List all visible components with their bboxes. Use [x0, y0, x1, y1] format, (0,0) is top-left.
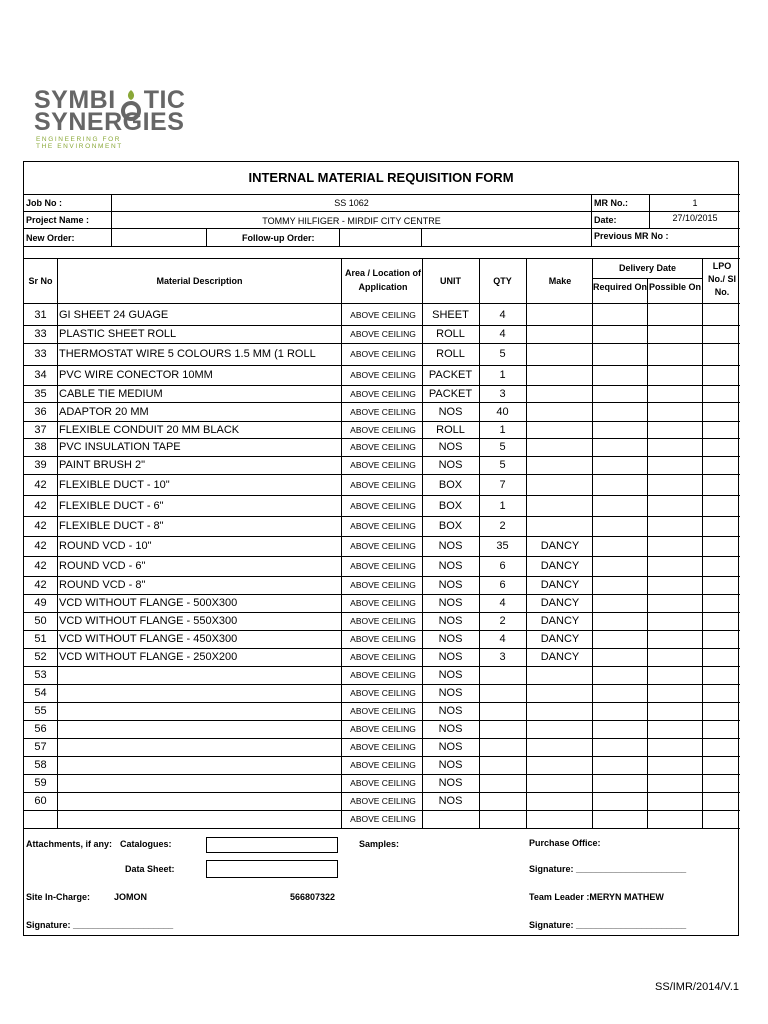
cell-qty[interactable]: 5: [499, 441, 506, 453]
cell-desc[interactable]: FLEXIBLE DUCT - 8": [59, 520, 164, 532]
purchase-office-label: Purchase Office:: [529, 838, 601, 848]
cell-sr[interactable]: 42: [34, 560, 47, 572]
cell-make[interactable]: DANCY: [540, 597, 580, 609]
cell-desc[interactable]: FLEXIBLE DUCT - 10": [59, 478, 170, 491]
cell-unit[interactable]: NOS: [438, 441, 463, 453]
cell-desc[interactable]: VCD WITHOUT FLANGE - 500X300: [59, 597, 238, 609]
cell-make[interactable]: DANCY: [540, 651, 580, 663]
cell-unit[interactable]: SHEET: [432, 308, 469, 321]
cell-sr[interactable]: 42: [34, 499, 47, 512]
cell-area[interactable]: ABOVE CEILING: [350, 406, 416, 417]
cell-sr[interactable]: 54: [34, 687, 47, 699]
row-divider: [24, 576, 740, 577]
cell-desc[interactable]: FLEXIBLE CONDUIT 20 MM BLACK: [59, 423, 240, 436]
cell-unit[interactable]: NOS: [438, 741, 463, 753]
row-divider: [24, 438, 740, 439]
cell-qty[interactable]: 6: [499, 560, 506, 572]
cell-area[interactable]: ABOVE CEILING: [350, 778, 416, 788]
cell-sr[interactable]: 36: [34, 405, 47, 418]
cell-area[interactable]: ABOVE CEILING: [350, 424, 416, 435]
row-divider: [24, 612, 740, 613]
cell-area[interactable]: ABOVE CEILING: [350, 652, 416, 662]
cell-unit[interactable]: BOX: [438, 478, 463, 491]
divider: [24, 246, 740, 247]
divider: [341, 258, 342, 828]
cell-unit[interactable]: NOS: [438, 405, 463, 418]
new-order-label: New Order:: [26, 233, 75, 243]
cell-desc[interactable]: PVC WIRE CONECTOR 10MM: [59, 369, 213, 381]
cell-desc[interactable]: PVC INSULATION TAPE: [59, 441, 181, 453]
cell-sr[interactable]: 55: [34, 705, 47, 717]
cell-unit[interactable]: PACKET: [428, 369, 473, 381]
site-signature: Signature: ____________________: [26, 920, 174, 930]
cell-area[interactable]: ABOVE CEILING: [350, 349, 416, 359]
cell-qty[interactable]: 4: [499, 597, 506, 609]
cell-area[interactable]: ABOVE CEILING: [350, 670, 416, 680]
cell-sr[interactable]: 49: [34, 597, 47, 609]
cell-sr[interactable]: 37: [34, 423, 47, 436]
cell-qty[interactable]: 4: [499, 633, 506, 645]
cell-desc[interactable]: ROUND VCD - 8": [59, 579, 146, 591]
cell-sr[interactable]: 50: [34, 615, 47, 627]
divider: [526, 258, 527, 828]
cell-desc[interactable]: FLEXIBLE DUCT - 6": [59, 499, 164, 512]
cell-qty[interactable]: 2: [499, 520, 506, 532]
project-name-value[interactable]: TOMMY HILFIGER - MIRDIF CITY CENTRE: [262, 216, 441, 226]
cell-desc[interactable]: VCD WITHOUT FLANGE - 250X200: [59, 651, 238, 663]
row-divider: [24, 666, 740, 667]
cell-area[interactable]: ABOVE CEILING: [350, 688, 416, 698]
cell-unit[interactable]: NOS: [438, 459, 463, 471]
cell-make[interactable]: DANCY: [540, 615, 580, 627]
cell-unit[interactable]: PACKET: [428, 387, 473, 400]
cell-qty[interactable]: 1: [499, 369, 506, 381]
cell-sr[interactable]: 60: [34, 795, 47, 807]
samples-label: Samples:: [359, 839, 400, 849]
cell-qty[interactable]: 3: [499, 387, 506, 400]
cell-unit[interactable]: BOX: [438, 499, 463, 512]
cell-unit[interactable]: ROLL: [436, 423, 465, 436]
cell-area[interactable]: ABOVE CEILING: [350, 760, 416, 770]
date-label: Date:: [594, 215, 617, 225]
team-leader-signature: Signature: ______________________: [529, 920, 687, 930]
followup-order-label: Follow-up Order:: [242, 233, 315, 243]
cell-area[interactable]: ABOVE CEILING: [350, 742, 416, 752]
cell-make[interactable]: DANCY: [540, 560, 580, 572]
divider: [702, 258, 703, 828]
logo-text-line1: SYMBI TIC: [34, 86, 186, 114]
cell-area[interactable]: ABOVE CEILING: [350, 541, 416, 551]
divider: [24, 194, 740, 195]
header-unit: UNIT: [440, 276, 461, 286]
cell-area[interactable]: ABOVE CEILING: [350, 370, 416, 380]
row-divider: [24, 702, 740, 703]
cell-area[interactable]: ABOVE CEILING: [350, 521, 416, 531]
cell-unit[interactable]: NOS: [438, 705, 463, 717]
cell-sr[interactable]: 33: [34, 348, 47, 360]
catalogues-label: Catalogues:: [120, 839, 172, 849]
row-divider: [24, 556, 740, 557]
row-divider: [24, 594, 740, 595]
row-divider: [24, 720, 740, 721]
cell-area[interactable]: ABOVE CEILING: [350, 460, 416, 470]
cell-qty[interactable]: 40: [496, 405, 509, 418]
job-no-value[interactable]: SS 1062: [334, 198, 369, 208]
cell-make[interactable]: DANCY: [540, 540, 580, 552]
cell-unit[interactable]: NOS: [438, 795, 463, 807]
mr-no-label: MR No.:: [594, 198, 628, 208]
site-incharge-label: Site In-Charge:: [26, 892, 91, 902]
cell-unit[interactable]: NOS: [438, 759, 463, 771]
job-no-label: Job No :: [26, 198, 62, 208]
divider: [24, 258, 740, 259]
cell-sr[interactable]: 34: [34, 369, 47, 381]
cell-sr[interactable]: 42: [34, 478, 47, 491]
row-divider: [24, 474, 740, 475]
cell-desc[interactable]: ROUND VCD - 10": [59, 540, 152, 552]
divider: [206, 228, 207, 246]
row-divider: [24, 792, 740, 793]
cell-sr[interactable]: 33: [34, 328, 47, 340]
row-divider: [24, 495, 740, 496]
cell-sr[interactable]: 58: [34, 759, 47, 771]
divider: [339, 228, 340, 246]
row-divider: [24, 630, 740, 631]
logo-text-line2: SYNERGIES: [34, 108, 185, 136]
cell-unit[interactable]: NOS: [438, 560, 463, 572]
header-required-on: Required On: [593, 282, 647, 292]
cell-qty[interactable]: 5: [499, 348, 506, 360]
cell-area[interactable]: ABOVE CEILING: [350, 706, 416, 716]
divider: [24, 228, 740, 229]
cell-qty[interactable]: 4: [499, 308, 506, 321]
cell-sr[interactable]: 57: [34, 741, 47, 753]
cell-unit[interactable]: NOS: [438, 615, 463, 627]
divider: [24, 303, 740, 304]
cell-desc[interactable]: VCD WITHOUT FLANGE - 550X300: [59, 615, 238, 627]
divider: [647, 278, 648, 828]
row-divider: [24, 536, 740, 537]
cell-sr[interactable]: 52: [34, 651, 47, 663]
cell-desc[interactable]: CABLE TIE MEDIUM: [59, 387, 163, 400]
team-leader: Team Leader :MERYN MATHEW: [529, 892, 664, 902]
cell-area[interactable]: ABOVE CEILING: [350, 329, 416, 339]
data-sheet-label: Data Sheet:: [125, 864, 175, 874]
purchase-signature: Signature: ______________________: [529, 864, 687, 874]
cell-qty[interactable]: 7: [499, 478, 506, 491]
data-sheet-input[interactable]: [206, 860, 338, 878]
cell-area[interactable]: ABOVE CEILING: [350, 479, 416, 490]
cell-unit[interactable]: NOS: [438, 633, 463, 645]
cell-area[interactable]: ABOVE CEILING: [350, 724, 416, 734]
requisition-form: [23, 161, 739, 936]
cell-qty[interactable]: 3: [499, 651, 506, 663]
cell-unit[interactable]: NOS: [438, 579, 463, 591]
cell-sr[interactable]: 38: [34, 441, 47, 453]
mr-no-value[interactable]: 1: [692, 198, 698, 208]
cell-sr[interactable]: 42: [34, 579, 47, 591]
divider: [24, 211, 740, 212]
cell-unit[interactable]: NOS: [438, 597, 463, 609]
cell-qty[interactable]: 2: [499, 615, 506, 627]
header-material-description: Material Description: [156, 276, 243, 286]
cell-qty[interactable]: 1: [499, 423, 506, 436]
logo-tagline: ENGINEERING FOR THE ENVIRONMENT: [36, 136, 123, 150]
header-area-location: Area / Location of Application: [344, 268, 421, 292]
cell-sr[interactable]: 56: [34, 723, 47, 735]
cell-unit[interactable]: ROLL: [436, 328, 465, 340]
row-divider: [24, 756, 740, 757]
cell-area[interactable]: ABOVE CEILING: [350, 796, 416, 806]
cell-area[interactable]: ABOVE CEILING: [350, 580, 416, 590]
cell-sr[interactable]: 42: [34, 540, 47, 552]
cell-area[interactable]: ABOVE CEILING: [350, 309, 416, 320]
cell-area[interactable]: ABOVE CEILING: [350, 388, 416, 399]
divider: [591, 194, 592, 246]
header-sr-no: Sr No: [28, 276, 53, 286]
date-value[interactable]: 27/10/2015: [672, 213, 718, 223]
header-qty: QTY: [493, 276, 512, 286]
cell-sr[interactable]: 51: [34, 633, 47, 645]
cell-qty[interactable]: 4: [499, 328, 506, 340]
company-logo: [34, 86, 209, 158]
cell-sr[interactable]: 39: [34, 459, 47, 471]
cell-unit[interactable]: NOS: [438, 540, 463, 552]
row-divider: [24, 516, 740, 517]
site-incharge-name: JOMON: [114, 892, 148, 902]
cell-desc[interactable]: ROUND VCD - 6": [59, 560, 146, 572]
row-divider: [24, 325, 740, 326]
cell-qty[interactable]: 5: [499, 459, 506, 471]
divider: [422, 258, 423, 828]
cell-area[interactable]: ABOVE CEILING: [350, 634, 416, 644]
cell-unit[interactable]: NOS: [438, 669, 463, 681]
cell-area[interactable]: ABOVE CEILING: [350, 561, 416, 571]
form-code: SS/IMR/2014/V.1: [655, 981, 739, 993]
divider: [24, 828, 740, 829]
divider: [479, 258, 480, 828]
cell-sr[interactable]: 35: [34, 387, 47, 400]
cell-sr[interactable]: 31: [34, 308, 47, 321]
row-divider: [24, 456, 740, 457]
cell-unit[interactable]: NOS: [438, 777, 463, 789]
cell-area[interactable]: ABOVE CEILING: [350, 616, 416, 626]
row-divider: [24, 810, 740, 811]
attachments-label: Attachments, if any:: [26, 839, 113, 849]
site-incharge-phone: 566807322: [290, 892, 336, 902]
cell-qty[interactable]: 35: [496, 540, 509, 552]
divider: [57, 258, 58, 828]
cell-unit[interactable]: BOX: [438, 520, 463, 532]
cell-sr[interactable]: 53: [34, 669, 47, 681]
previous-mr-label: Previous MR No :: [594, 231, 669, 241]
header-make: Make: [548, 276, 572, 286]
row-divider: [24, 343, 740, 344]
project-name-label: Project Name :: [26, 215, 90, 225]
row-divider: [24, 684, 740, 685]
header-delivery-date: Delivery Date: [618, 263, 677, 273]
row-divider: [24, 738, 740, 739]
cell-unit[interactable]: ROLL: [436, 348, 465, 360]
cell-area[interactable]: ABOVE CEILING: [350, 598, 416, 608]
catalogues-input[interactable]: [206, 837, 338, 853]
header-lpo-no: LPO No./ SI No.: [707, 261, 736, 297]
cell-desc[interactable]: VCD WITHOUT FLANGE - 450X300: [59, 633, 238, 645]
cell-desc[interactable]: PLASTIC SHEET ROLL: [59, 328, 177, 340]
cell-desc[interactable]: PAINT BRUSH 2": [59, 459, 146, 471]
cell-unit[interactable]: NOS: [438, 687, 463, 699]
cell-make[interactable]: DANCY: [540, 579, 580, 591]
cell-desc[interactable]: ADAPTOR 20 MM: [59, 405, 149, 418]
header-possible-on: Possible On: [648, 282, 701, 292]
form-title: INTERNAL MATERIAL REQUISITION FORM: [248, 170, 514, 185]
cell-area[interactable]: ABOVE CEILING: [350, 814, 416, 824]
cell-qty[interactable]: 1: [499, 499, 506, 512]
row-divider: [24, 774, 740, 775]
divider: [421, 228, 422, 246]
cell-desc[interactable]: GI SHEET 24 GUAGE: [59, 308, 169, 321]
cell-desc[interactable]: THERMOSTAT WIRE 5 COLOURS 1.5 MM (1 ROLL: [59, 348, 316, 360]
divider: [592, 258, 593, 828]
cell-unit[interactable]: NOS: [438, 651, 463, 663]
cell-sr[interactable]: 42: [34, 520, 47, 532]
cell-make[interactable]: DANCY: [540, 633, 580, 645]
cell-sr[interactable]: 59: [34, 777, 47, 789]
cell-area[interactable]: ABOVE CEILING: [350, 500, 416, 511]
cell-qty[interactable]: 6: [499, 579, 506, 591]
row-divider: [24, 365, 740, 366]
row-divider: [24, 648, 740, 649]
cell-unit[interactable]: NOS: [438, 723, 463, 735]
row-divider: [24, 402, 740, 403]
cell-area[interactable]: ABOVE CEILING: [350, 442, 416, 452]
